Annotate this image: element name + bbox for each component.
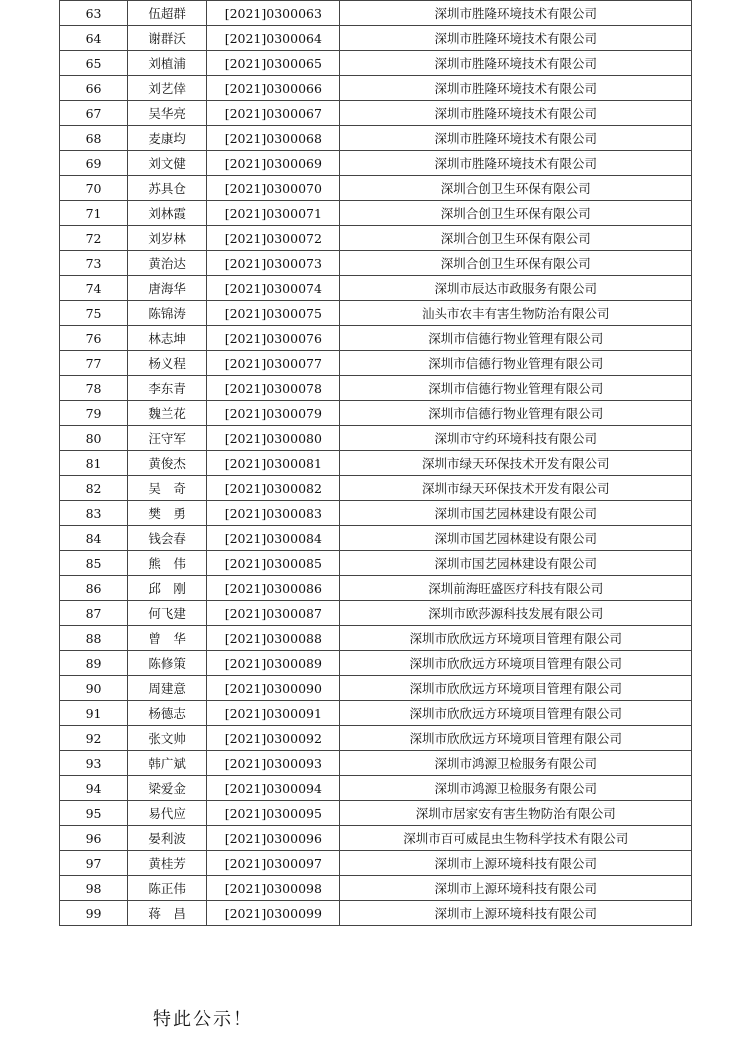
company-name: 深圳市欣欣远方环境项目管理有限公司: [340, 626, 692, 651]
roster-body: [60, 1, 692, 926]
row-number: 65: [60, 51, 128, 76]
row-number: 82: [60, 476, 128, 501]
table-row: [60, 351, 692, 376]
row-number: 99: [60, 901, 128, 926]
certificate-number: [2021]0300093: [207, 751, 340, 776]
certificate-number: [2021]0300081: [207, 451, 340, 476]
row-number: 87: [60, 601, 128, 626]
certificate-number: [2021]0300097: [207, 851, 340, 876]
row-number: 78: [60, 376, 128, 401]
row-number: 64: [60, 26, 128, 51]
table-row: [60, 326, 692, 351]
person-name: 苏具仓: [128, 176, 207, 201]
table-row: [60, 1, 692, 26]
table-row: [60, 501, 692, 526]
certificate-number: [2021]0300072: [207, 226, 340, 251]
certificate-number: [2021]0300090: [207, 676, 340, 701]
company-name: 深圳市百可威昆虫生物科学技术有限公司: [340, 826, 692, 851]
certificate-number: [2021]0300069: [207, 151, 340, 176]
company-name: 深圳市信德行物业管理有限公司: [340, 326, 692, 351]
table-row: [60, 201, 692, 226]
company-name: 深圳合创卫生环保有限公司: [340, 201, 692, 226]
company-name: 深圳市辰达市政服务有限公司: [340, 276, 692, 301]
person-name: 钱会春: [128, 526, 207, 551]
table-row: [60, 726, 692, 751]
company-name: 深圳市国艺园林建设有限公司: [340, 501, 692, 526]
table-row: [60, 826, 692, 851]
certificate-number: [2021]0300080: [207, 426, 340, 451]
company-name: 深圳合创卫生环保有限公司: [340, 176, 692, 201]
row-number: 77: [60, 351, 128, 376]
company-name: 深圳市胜隆环境技术有限公司: [340, 101, 692, 126]
person-name: 陈锦涛: [128, 301, 207, 326]
certificate-number: [2021]0300086: [207, 576, 340, 601]
certificate-number: [2021]0300063: [207, 1, 340, 26]
row-number: 70: [60, 176, 128, 201]
company-name: 深圳市绿天环保技术开发有限公司: [340, 476, 692, 501]
table-row: [60, 301, 692, 326]
certificate-number: [2021]0300091: [207, 701, 340, 726]
person-name: 谢群沃: [128, 26, 207, 51]
table-row: [60, 676, 692, 701]
person-name: 何飞建: [128, 601, 207, 626]
table-row: [60, 551, 692, 576]
row-number: 69: [60, 151, 128, 176]
row-number: 83: [60, 501, 128, 526]
row-number: 80: [60, 426, 128, 451]
certificate-number: [2021]0300064: [207, 26, 340, 51]
table-row: [60, 701, 692, 726]
person-name: 蒋 昌: [128, 901, 207, 926]
person-name: 刘植浦: [128, 51, 207, 76]
company-name: 深圳市胜隆环境技术有限公司: [340, 126, 692, 151]
person-name: 陈正伟: [128, 876, 207, 901]
company-name: 深圳市胜隆环境技术有限公司: [340, 51, 692, 76]
certificate-number: [2021]0300068: [207, 126, 340, 151]
company-name: 深圳市国艺园林建设有限公司: [340, 551, 692, 576]
certificate-number: [2021]0300092: [207, 726, 340, 751]
table-row: [60, 176, 692, 201]
table-row: [60, 451, 692, 476]
company-name: 深圳合创卫生环保有限公司: [340, 226, 692, 251]
certificate-number: [2021]0300088: [207, 626, 340, 651]
table-row: [60, 526, 692, 551]
table-row: [60, 426, 692, 451]
row-number: 98: [60, 876, 128, 901]
certificate-number: [2021]0300073: [207, 251, 340, 276]
table-row: [60, 376, 692, 401]
person-name: 黄俊杰: [128, 451, 207, 476]
row-number: 84: [60, 526, 128, 551]
person-name: 周建意: [128, 676, 207, 701]
person-name: 杨德志: [128, 701, 207, 726]
company-name: 深圳市信德行物业管理有限公司: [340, 401, 692, 426]
row-number: 86: [60, 576, 128, 601]
table-row: [60, 801, 692, 826]
company-name: 深圳市信德行物业管理有限公司: [340, 351, 692, 376]
row-number: 97: [60, 851, 128, 876]
person-name: 梁爱金: [128, 776, 207, 801]
certificate-number: [2021]0300084: [207, 526, 340, 551]
table-row: [60, 651, 692, 676]
certificate-number: [2021]0300089: [207, 651, 340, 676]
row-number: 63: [60, 1, 128, 26]
company-name: 汕头市农丰有害生物防治有限公司: [340, 301, 692, 326]
table-row: [60, 126, 692, 151]
person-name: 易代应: [128, 801, 207, 826]
row-number: 91: [60, 701, 128, 726]
table-row: [60, 26, 692, 51]
company-name: 深圳市鸿源卫检服务有限公司: [340, 751, 692, 776]
row-number: 72: [60, 226, 128, 251]
person-name: 李东青: [128, 376, 207, 401]
company-name: 深圳合创卫生环保有限公司: [340, 251, 692, 276]
person-name: 熊 伟: [128, 551, 207, 576]
certificate-number: [2021]0300066: [207, 76, 340, 101]
table-row: [60, 751, 692, 776]
row-number: 92: [60, 726, 128, 751]
company-name: 深圳市绿天环保技术开发有限公司: [340, 451, 692, 476]
certificate-number: [2021]0300078: [207, 376, 340, 401]
company-name: 深圳市鸿源卫检服务有限公司: [340, 776, 692, 801]
person-name: 曾 华: [128, 626, 207, 651]
row-number: 88: [60, 626, 128, 651]
table-row: [60, 76, 692, 101]
table-row: [60, 851, 692, 876]
table-row: [60, 51, 692, 76]
table-row: [60, 626, 692, 651]
company-name: 深圳市守约环境科技有限公司: [340, 426, 692, 451]
row-number: 68: [60, 126, 128, 151]
certificate-number: [2021]0300067: [207, 101, 340, 126]
company-name: 深圳市欣欣远方环境项目管理有限公司: [340, 726, 692, 751]
row-number: 67: [60, 101, 128, 126]
company-name: 深圳市上源环境科技有限公司: [340, 851, 692, 876]
certificate-number: [2021]0300071: [207, 201, 340, 226]
company-name: 深圳市欣欣远方环境项目管理有限公司: [340, 701, 692, 726]
person-name: 黄治达: [128, 251, 207, 276]
person-name: 刘林霞: [128, 201, 207, 226]
certificate-number: [2021]0300065: [207, 51, 340, 76]
certificate-number: [2021]0300085: [207, 551, 340, 576]
row-number: 66: [60, 76, 128, 101]
roster-table: [59, 0, 692, 926]
person-name: 邱 刚: [128, 576, 207, 601]
certificate-number: [2021]0300075: [207, 301, 340, 326]
company-name: 深圳市居家安有害生物防治有限公司: [340, 801, 692, 826]
person-name: 麦康均: [128, 126, 207, 151]
person-name: 伍超群: [128, 1, 207, 26]
row-number: 79: [60, 401, 128, 426]
company-name: 深圳市信德行物业管理有限公司: [340, 376, 692, 401]
certificate-number: [2021]0300087: [207, 601, 340, 626]
table-row: [60, 476, 692, 501]
person-name: 吴华亮: [128, 101, 207, 126]
person-name: 刘岁林: [128, 226, 207, 251]
company-name: 深圳市上源环境科技有限公司: [340, 876, 692, 901]
person-name: 杨义程: [128, 351, 207, 376]
person-name: 陈修策: [128, 651, 207, 676]
table-row: [60, 276, 692, 301]
row-number: 93: [60, 751, 128, 776]
certificate-number: [2021]0300076: [207, 326, 340, 351]
table-row: [60, 901, 692, 926]
table-row: [60, 576, 692, 601]
person-name: 韩广斌: [128, 751, 207, 776]
row-number: 90: [60, 676, 128, 701]
company-name: 深圳市上源环境科技有限公司: [340, 901, 692, 926]
certificate-number: [2021]0300099: [207, 901, 340, 926]
table-row: [60, 601, 692, 626]
person-name: 樊 勇: [128, 501, 207, 526]
row-number: 75: [60, 301, 128, 326]
certificate-number: [2021]0300079: [207, 401, 340, 426]
company-name: 深圳市欣欣远方环境项目管理有限公司: [340, 676, 692, 701]
row-number: 74: [60, 276, 128, 301]
person-name: 刘艺倖: [128, 76, 207, 101]
certificate-number: [2021]0300098: [207, 876, 340, 901]
person-name: 张文帅: [128, 726, 207, 751]
company-name: 深圳市胜隆环境技术有限公司: [340, 1, 692, 26]
row-number: 94: [60, 776, 128, 801]
table-row: [60, 401, 692, 426]
row-number: 96: [60, 826, 128, 851]
company-name: 深圳市胜隆环境技术有限公司: [340, 26, 692, 51]
company-name: 深圳市胜隆环境技术有限公司: [340, 76, 692, 101]
company-name: 深圳市国艺园林建设有限公司: [340, 526, 692, 551]
certificate-number: [2021]0300094: [207, 776, 340, 801]
certificate-number: [2021]0300074: [207, 276, 340, 301]
person-name: 唐海华: [128, 276, 207, 301]
row-number: 71: [60, 201, 128, 226]
row-number: 76: [60, 326, 128, 351]
person-name: 晏利波: [128, 826, 207, 851]
certificate-number: [2021]0300082: [207, 476, 340, 501]
row-number: 81: [60, 451, 128, 476]
company-name: 深圳市欧莎源科技发展有限公司: [340, 601, 692, 626]
person-name: 魏兰花: [128, 401, 207, 426]
certificate-number: [2021]0300083: [207, 501, 340, 526]
row-number: 85: [60, 551, 128, 576]
table-row: [60, 101, 692, 126]
row-number: 73: [60, 251, 128, 276]
table-row: [60, 876, 692, 901]
certificate-number: [2021]0300095: [207, 801, 340, 826]
certificate-number: [2021]0300096: [207, 826, 340, 851]
certificate-number: [2021]0300070: [207, 176, 340, 201]
person-name: 林志坤: [128, 326, 207, 351]
person-name: 黄桂芳: [128, 851, 207, 876]
company-name: 深圳市欣欣远方环境项目管理有限公司: [340, 651, 692, 676]
row-number: 89: [60, 651, 128, 676]
table-row: [60, 251, 692, 276]
table-row: [60, 151, 692, 176]
person-name: 汪守军: [128, 426, 207, 451]
certificate-number: [2021]0300077: [207, 351, 340, 376]
row-number: 95: [60, 801, 128, 826]
person-name: 吴 奇: [128, 476, 207, 501]
company-name: 深圳市胜隆环境技术有限公司: [340, 151, 692, 176]
company-name: 深圳前海旺盛医疗科技有限公司: [340, 576, 692, 601]
table-row: [60, 226, 692, 251]
closing-notice: 特此公示！: [153, 1009, 253, 1030]
table-row: [60, 776, 692, 801]
person-name: 刘文健: [128, 151, 207, 176]
